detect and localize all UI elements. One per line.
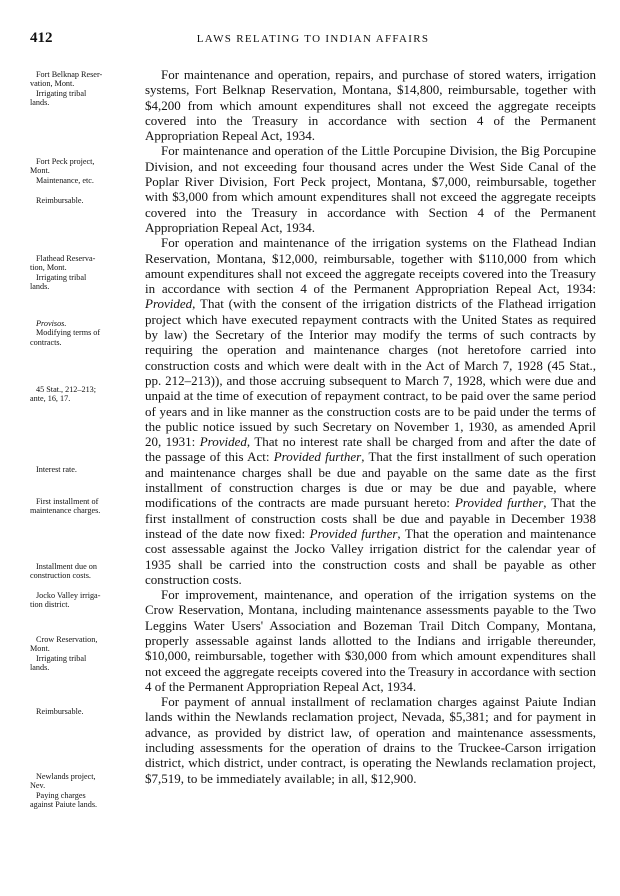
proviso-italic: Provided further xyxy=(454,495,544,511)
margin-note-first-installment: First installment of maintenance charges. xyxy=(30,497,101,516)
proviso-italic: Provided further xyxy=(309,525,398,541)
margin-note-reimbursable-1: Reimbursable. xyxy=(36,196,84,205)
proviso-italic: Provided xyxy=(199,434,247,450)
margin-note-fort-peck: Fort Peck project, Mont. Maintenance, etc. xyxy=(30,157,95,185)
margin-note-flathead: Flathead Reserva- tion, Mont. Irrigating tribal lands. xyxy=(30,254,96,291)
proviso-italic: Provided further xyxy=(273,449,362,465)
margin-note-installment-due: Installment due on construction costs. xyxy=(30,562,97,581)
page-header xyxy=(30,30,596,50)
paragraph-crow: For improvement, maintenance, and operation of the irrigation systems on the Crow Reservation, Montana, including maintenance assessments payable to the Two Leggins Water Users' Association and Bozeman Trail Ditch Company, Montana, properly assessable against lands allotted to the Indians and irrigable thereunder, $10,000, reimbursable, together with $30,000 from which amount expenditures shall not exceed the aggregate receipts covered into the Treasury in accordance with section 4 of the Permanent Appropriation Repeal Act, 1934. xyxy=(145,587,596,694)
paragraph-flathead: For operation and maintenance of the irrigation systems on the Flathead Indian Reservation, Montana, $12,000, reimbursable, together with $110,000 from which amount expenditures shall not exceed the aggregate receipts covered into the Treasury in accordance with section 4 of the Permanent Appropriation Repeal Act, 1934: Provided, That (with the consent of the irrigation districts of the Flathead irrigation project which have executed repayment contracts with the United States as required by law) the Secretary of the Interior may modify the terms of such contracts by requiring the operation and maintenance charges (not heretofore carried into construction costs and which were dealt with in the Act of March 7, 1928 (45 Stat., pp. 212–213)), and those accruing subsequent to March 7, 1928, which were due and unpaid at the time of execution of repayment contract, to be paid over the same period of years and in like manner as the construction costs are to be paid under the terms of the public notice issued by such Secretary on November 1, 1930, as amended April 20, 1931: Provided, That no interest rate shall be charged from and after the date of the passage of this Act: Provided further, That the first installment of such operation and maintenance charges shall be due and payable on the same date as the first installment of construction charges is due or may be due and payable, where modifications of the contracts are made pursuant hereto: Provided further, That the first installment of construction costs shall be due and payable in December 1938 instead of the date now fixed: Provided further, That the operation and maintenance cost assessable against the Jocko Valley irrigation district for the calendar year of 1935 shall be carried into the construction costs and shall be payable as other construction costs. xyxy=(145,235,596,587)
paragraph-newlands: For payment of annual installment of reclamation charges against Paiute Indian lands within the Newlands reclamation project, Nevada, $5,381; and for payment in advance, as provided by district law, of operation and maintenance assessments, including assessments for the operation of drains to the Truckee-Carson irrigation district, which district, under contract, is operating the Newlands reclamation project, $7,519, to be immediately available; in all, $12,900. xyxy=(145,694,596,786)
body-text xyxy=(145,67,596,786)
proviso-italic: Provided xyxy=(145,296,193,312)
margin-note-fort-belknap: Fort Belknap Reser- vation, Mont. Irrigating tribal lands. xyxy=(30,70,103,107)
margin-note-interest-rate: Interest rate. xyxy=(36,465,77,474)
margin-note-jocko-valley: Jocko Valley irriga- tion district. xyxy=(30,591,101,610)
margin-note-crow-reservation: Crow Reservation, Mont. Irrigating tribal lands. xyxy=(30,635,98,672)
paragraph-fort-belknap: For maintenance and operation, repairs, and purchase of stored waters, irrigation systems, Fort Belknap Reservation, Montana, $14,800, reimbursable, together with $4,200 from which amount expenditures shall not exceed the aggregate receipts covered into the Treasury in accordance with section 4 of the Permanent Appropriation Repeal Act, 1934. xyxy=(145,67,596,144)
margin-note-provisos: Provisos. Modifying terms of contracts. xyxy=(30,319,101,347)
margin-note-statute-citation: 45 Stat., 212–213; ante, 16, 17. xyxy=(30,385,97,404)
margin-note-reimbursable-2: Reimbursable. xyxy=(36,707,84,716)
margin-note-newlands: Newlands project, Nev. Paying charges against Paiute lands. xyxy=(30,772,98,809)
page-number: 412 xyxy=(30,30,53,46)
running-title: LAWS RELATING TO INDIAN AFFAIRS xyxy=(196,33,430,45)
paragraph-fort-peck: For maintenance and operation of the Little Porcupine Division, the Big Porcupine Division, and not exceeding four thousand acres under the West Side Canal of the Poplar River Division, Fort Peck project, Montana, $7,000, reimbursable, together with $3,000 from which amount expenditures shall not exceed the aggregate receipts covered into the Treasury in accordance with Section 4 of the Permanent Appropriation Repeal Act, 1934. xyxy=(145,143,596,235)
